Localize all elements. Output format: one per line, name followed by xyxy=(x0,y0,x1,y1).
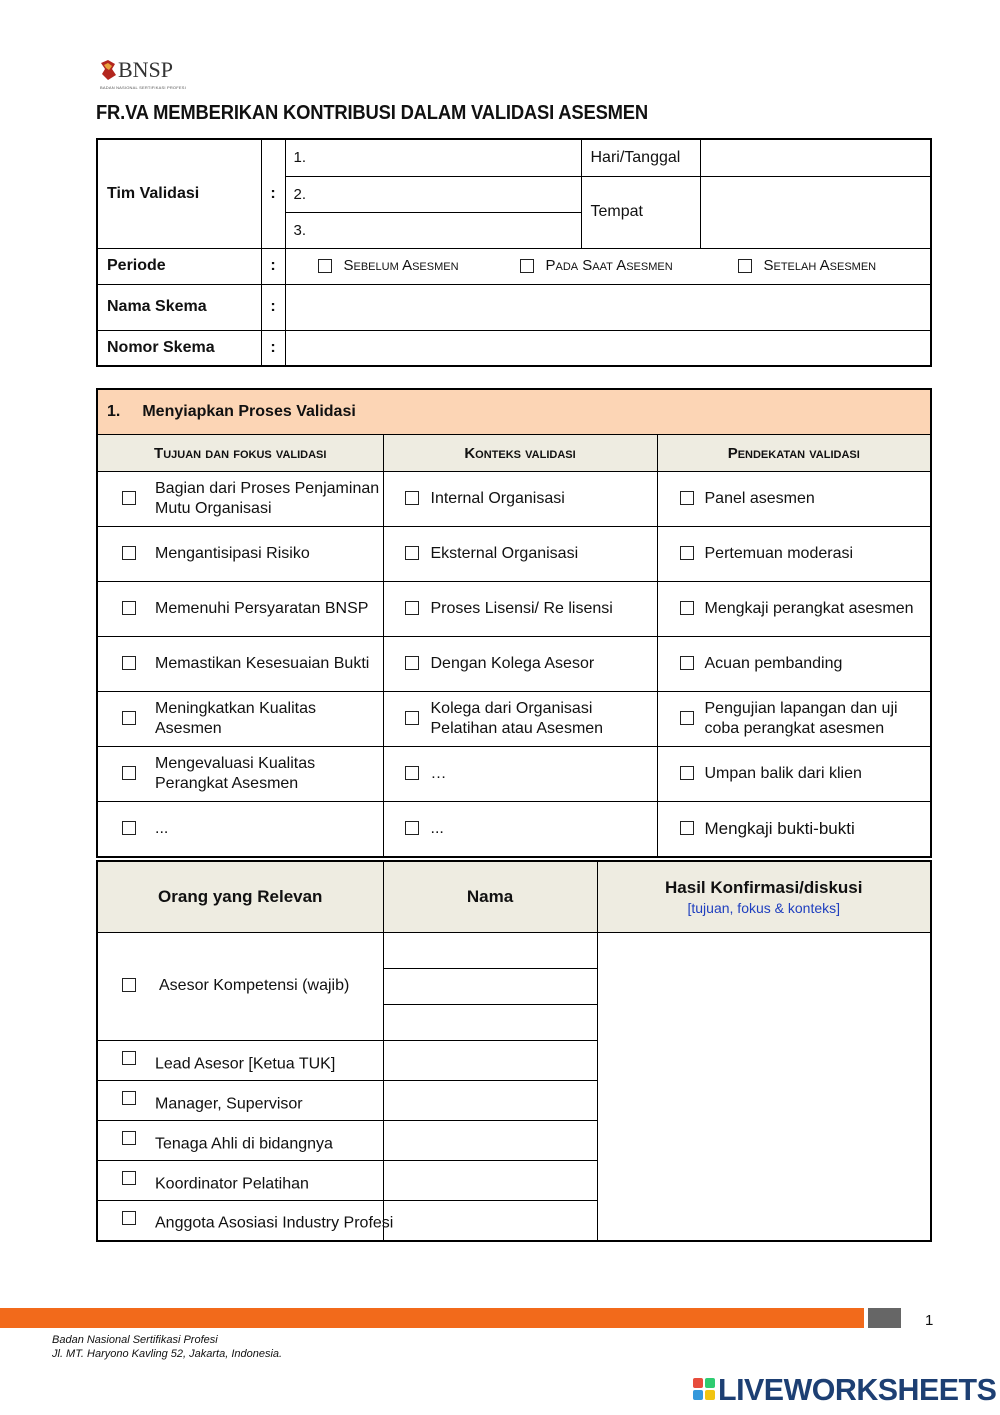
option-cell[interactable]: Mengkaji bukti-bukti xyxy=(657,802,931,858)
member-number-2: 2. xyxy=(293,185,307,203)
checkbox[interactable] xyxy=(122,1051,136,1065)
checkbox[interactable] xyxy=(122,766,136,780)
member-number-1: 1. xyxy=(293,149,307,167)
option-row xyxy=(97,692,931,747)
logo-subtitle: BADAN NASIONAL SERTIFIKASI PROFESI xyxy=(100,85,186,90)
person-row-asosiasi[interactable]: Anggota Asosiasi Industry Profesi xyxy=(97,1201,383,1241)
column-header-person: Orang yang Relevan xyxy=(97,861,383,933)
checkbox[interactable] xyxy=(405,546,419,560)
watermark-text: LIVEWORKSHEETS xyxy=(718,1372,997,1407)
checkbox[interactable] xyxy=(680,711,694,725)
column-header-konteks: Konteks validasi xyxy=(383,435,657,472)
section-title: Menyiapkan Proses Validasi xyxy=(142,403,356,420)
nama-field[interactable] xyxy=(383,969,597,1005)
section-number: 1. xyxy=(107,403,121,420)
checkbox[interactable] xyxy=(122,491,136,505)
liveworksheets-logo-icon xyxy=(693,1378,715,1402)
option-cell[interactable]: Pertemuan moderasi xyxy=(657,527,931,582)
nama-field[interactable] xyxy=(383,1201,597,1241)
option-cell[interactable]: ... xyxy=(383,802,657,858)
nama-field[interactable] xyxy=(383,1041,597,1081)
option-cell[interactable]: Internal Organisasi xyxy=(383,472,657,527)
periode-colon: : xyxy=(261,248,285,284)
address-line-1: Badan Nasional Sertifikasi Profesi xyxy=(52,1334,218,1346)
checkbox[interactable] xyxy=(405,821,419,835)
checkbox[interactable] xyxy=(680,491,694,505)
checkbox[interactable] xyxy=(318,259,332,273)
nomor-skema-colon: : xyxy=(261,330,285,366)
checkbox[interactable] xyxy=(122,1091,136,1105)
checkbox[interactable] xyxy=(405,766,419,780)
option-cell[interactable]: Mengkaji perangkat asesmen xyxy=(657,582,931,637)
footer-bar xyxy=(0,1308,864,1328)
option-cell[interactable]: Memenuhi Persyaratan BNSP xyxy=(97,582,383,637)
person-row-koordinator[interactable]: Koordinator Pelatihan xyxy=(97,1161,383,1201)
document-title: FR.VA MEMBERIKAN KONTRIBUSI DALAM VALIDASI ASESMEN xyxy=(96,102,649,124)
section-table xyxy=(96,388,932,858)
nama-skema-label: Nama Skema xyxy=(97,284,261,330)
option-cell[interactable]: Eksternal Organisasi xyxy=(383,527,657,582)
nama-field[interactable] xyxy=(383,1081,597,1121)
checkbox[interactable] xyxy=(680,821,694,835)
option-row xyxy=(97,802,931,858)
periode-option-sebelum[interactable]: Sebelum Asesmen xyxy=(318,257,459,275)
footer-address xyxy=(52,1333,282,1361)
checkbox[interactable] xyxy=(680,766,694,780)
checkbox[interactable] xyxy=(122,546,136,560)
address-line-2: Jl. MT. Haryono Kavling 52, Jakarta, Indonesia. xyxy=(52,1348,283,1360)
nomor-skema-label: Nomor Skema xyxy=(97,330,261,366)
option-cell[interactable]: Umpan balik dari klien xyxy=(657,747,931,802)
member-field-1[interactable] xyxy=(285,139,581,176)
column-header-hasil xyxy=(597,861,931,933)
checkbox[interactable] xyxy=(122,656,136,670)
column-header-pendekatan: Pendekatan validasi xyxy=(657,435,931,472)
checkbox[interactable] xyxy=(122,821,136,835)
checkbox[interactable] xyxy=(680,656,694,670)
tempat-label: Tempat xyxy=(581,176,700,248)
tempat-field[interactable] xyxy=(700,176,931,248)
nama-field[interactable] xyxy=(383,1121,597,1161)
option-cell[interactable]: ... xyxy=(97,802,383,858)
checkbox[interactable] xyxy=(405,711,419,725)
checkbox[interactable] xyxy=(520,259,534,273)
periode-option-setelah[interactable]: Setelah Asesmen xyxy=(738,257,877,275)
checkbox[interactable] xyxy=(680,601,694,615)
option-cell[interactable]: Acuan pembanding xyxy=(657,637,931,692)
column-header-tujuan: Tujuan dan fokus validasi xyxy=(97,435,383,472)
column-header-nama: Nama xyxy=(383,861,597,933)
logo-brand: BNSP xyxy=(118,57,174,82)
page-number: 1 xyxy=(925,1312,934,1329)
member-number-3: 3. xyxy=(293,221,307,239)
member-field-2[interactable] xyxy=(285,176,581,212)
tim-validasi-label: Tim Validasi xyxy=(97,139,261,248)
checkbox[interactable] xyxy=(680,546,694,560)
option-cell[interactable]: Mengantisipasi Risiko xyxy=(97,527,383,582)
checkbox[interactable] xyxy=(122,1211,136,1225)
option-cell[interactable]: … xyxy=(383,747,657,802)
hari-tanggal-label: Hari/Tanggal xyxy=(581,139,700,176)
option-cell[interactable]: Bagian dari Proses Penjaminan Mutu Organisasi xyxy=(97,472,383,527)
option-row xyxy=(97,582,931,637)
option-cell[interactable]: Memastikan Kesesuaian Bukti xyxy=(97,637,383,692)
periode-options xyxy=(285,248,931,284)
bnsp-emblem-icon xyxy=(98,59,118,81)
checkbox[interactable] xyxy=(122,711,136,725)
nama-skema-colon: : xyxy=(261,284,285,330)
option-cell[interactable]: Pengujian lapangan dan uji coba perangkat asesmen xyxy=(657,692,931,747)
nama-skema-field[interactable] xyxy=(285,284,931,330)
hasil-title: Hasil Konfirmasi/diskusi xyxy=(665,878,863,897)
relevant-people-table xyxy=(96,860,932,1242)
option-row xyxy=(97,472,931,527)
checkbox[interactable] xyxy=(122,1131,136,1145)
hasil-field[interactable] xyxy=(597,933,931,1241)
header-table xyxy=(96,138,932,367)
option-row xyxy=(97,747,931,802)
option-cell[interactable]: Kolega dari Organisasi Pelatihan atau Asesmen xyxy=(383,692,657,747)
nama-field[interactable] xyxy=(383,1005,597,1041)
option-cell[interactable]: Proses Lisensi/ Re lisensi xyxy=(383,582,657,637)
nama-field[interactable] xyxy=(383,1161,597,1201)
periode-label: Periode xyxy=(97,248,261,284)
option-row xyxy=(97,637,931,692)
tim-colon: : xyxy=(261,139,285,248)
checkbox[interactable] xyxy=(122,978,136,992)
checkbox[interactable] xyxy=(122,1171,136,1185)
bnsp-logo xyxy=(98,55,208,95)
nama-field[interactable] xyxy=(383,933,597,969)
checkbox[interactable] xyxy=(405,601,419,615)
checkbox[interactable] xyxy=(405,656,419,670)
checkbox[interactable] xyxy=(122,601,136,615)
person-row-asesor[interactable]: Asesor Kompetensi (wajib) xyxy=(97,933,383,1041)
periode-option-pada-saat[interactable]: Pada Saat Asesmen xyxy=(520,257,673,275)
option-cell[interactable]: Mengevaluasi Kualitas Perangkat Asesmen xyxy=(97,747,383,802)
liveworksheets-watermark xyxy=(693,1372,997,1408)
person-row-lead-asesor[interactable]: Lead Asesor [Ketua TUK] xyxy=(97,1041,383,1081)
checkbox[interactable] xyxy=(738,259,752,273)
hasil-subtitle: [tujuan, fokus & konteks] xyxy=(687,900,841,916)
option-cell[interactable]: Meningkatkan Kualitas Asesmen xyxy=(97,692,383,747)
option-cell[interactable]: Dengan Kolega Asesor xyxy=(383,637,657,692)
checkbox[interactable] xyxy=(405,491,419,505)
footer-gray-block xyxy=(868,1308,901,1328)
option-row xyxy=(97,527,931,582)
member-field-3[interactable] xyxy=(285,212,581,248)
hari-tanggal-field[interactable] xyxy=(700,139,931,176)
option-cell[interactable]: Panel asesmen xyxy=(657,472,931,527)
person-row-tenaga-ahli[interactable]: Tenaga Ahli di bidangnya xyxy=(97,1121,383,1161)
person-row-manager[interactable]: Manager, Supervisor xyxy=(97,1081,383,1121)
nomor-skema-field[interactable] xyxy=(285,330,931,366)
section-heading xyxy=(97,389,931,435)
